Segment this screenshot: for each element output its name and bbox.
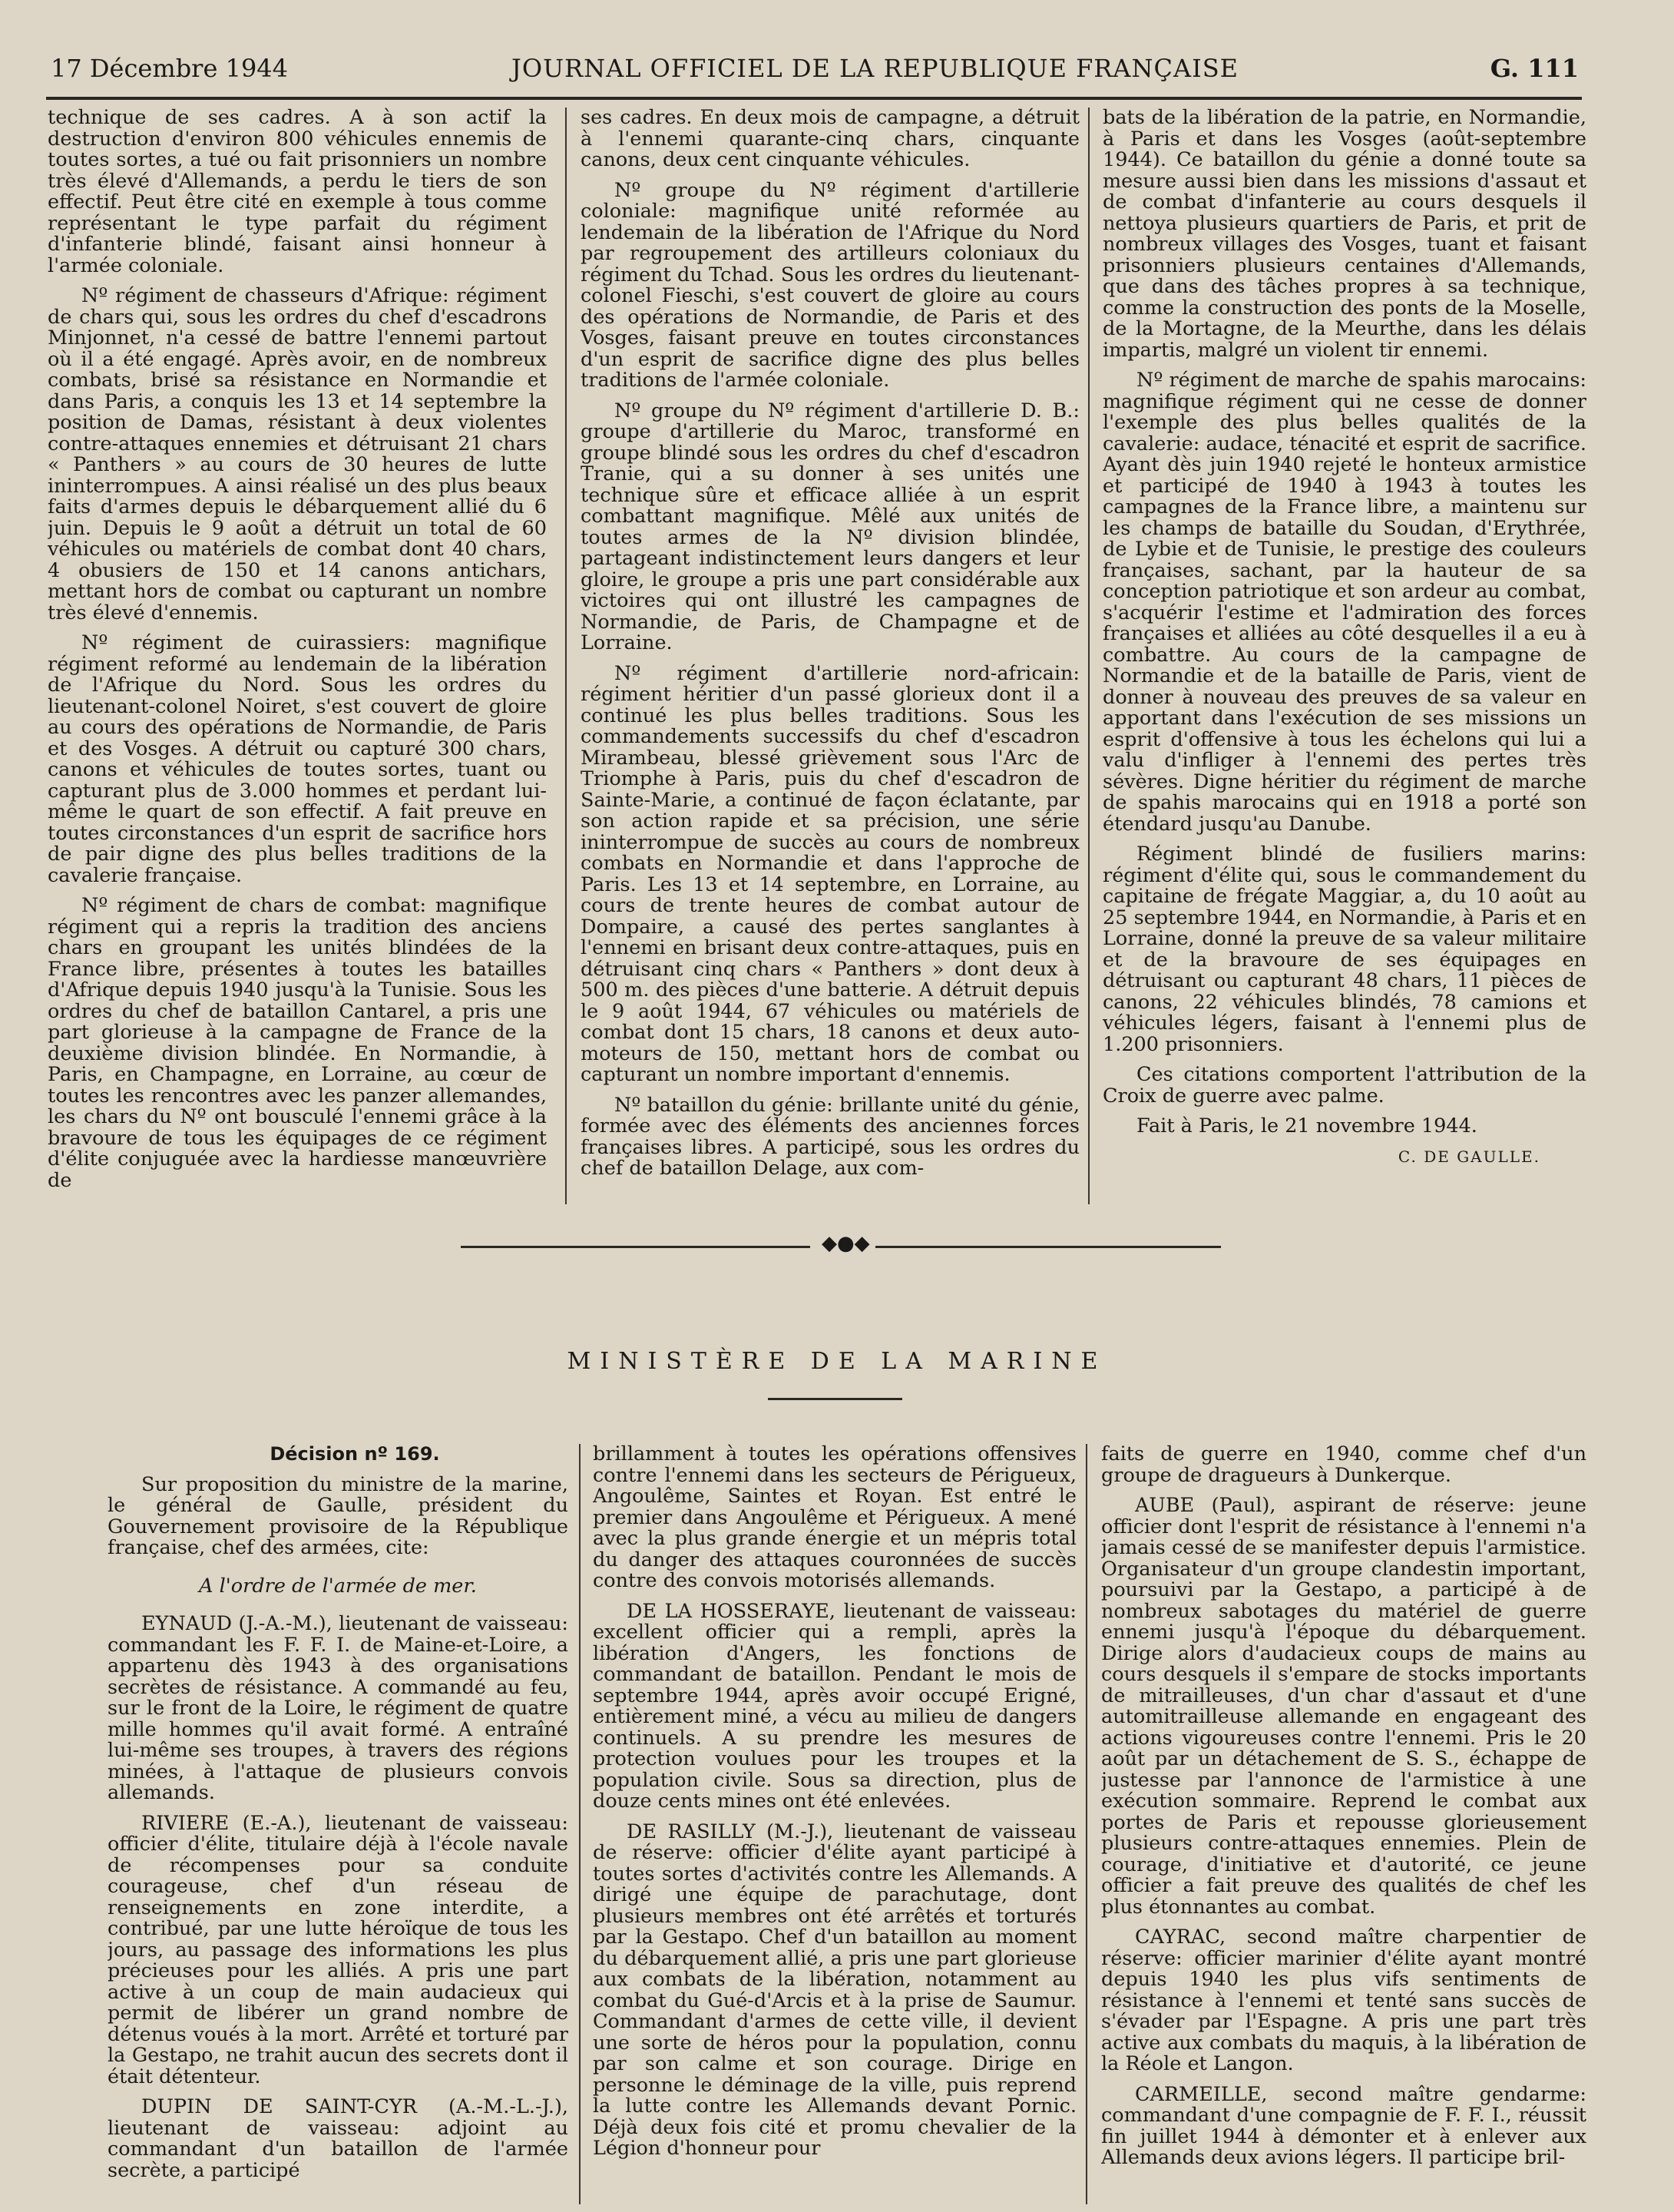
paragraph: brillamment à toutes les opérations offensives contre l'ennemi dans les secteurs de Périgueux, Angoulême, Saintes et Royan. Est entré le premier dans Angoulême et Périgueux. A mené avec la plus grande énergie et un mépris total du danger des attaques couronnées de succès contre des convois motorisés allemands. xyxy=(593,1444,1077,1592)
decision-title: Décision nº 169. xyxy=(270,1444,440,1465)
page-number: G. 111 xyxy=(1490,54,1579,83)
paragraph: Nº bataillon du génie: brillante unité du génie, formée avec des éléments des anciennes forces françaises libres. A participé, sous les ordres du chef de bataillon Delage, aux com- xyxy=(581,1093,1080,1180)
paragraph: Nº régiment de chars de combat: magnifique régiment qui a repris la tradition des anciens chars en groupant les unités blindées de la France libre, présentes à toutes les batailles d'Afrique depuis 1940 jusqu'à la Tunisie. Sous les ordres du chef de bataillon Cantarel, a pris une part glorieuse à la campagne de France de la deuxième division blindée. En Normandie, à Paris, en Champagne, en Lorraine, au cœur de toutes les rencontres avec les panzer allemandes, les chars du Nº ont bousculé l'ennemi grâce à la bravoure de tous les équipages de ce régiment d'élite conjuguée avec la hardiesse manœuvrière de xyxy=(48,894,547,1192)
bottom-column-1 xyxy=(108,1444,568,2204)
paragraph: Nº régiment de cuirassiers: magnifique régiment reformé au lendemain de la libération de l'Afrique du Nord. Sous les ordres du lieutenant-colonel Noiret, s'est couvert de gloire au cours des opérations de Normandie, de Paris et des Vosges. A détruit ou capturé 300 chars, canons et véhicules de toutes sortes, tuant ou capturant plus de 3.000 hommes et perdant lui-même le quart de son effectif. A fait preuve en toutes circonstances d'un esprit de sacrifice hors de pair digne des plus belles traditions de la cavalerie française. xyxy=(48,631,547,887)
top-column-1 xyxy=(48,108,547,1204)
column-divider xyxy=(579,1444,581,2204)
column-divider xyxy=(565,108,567,1204)
column-divider xyxy=(1088,108,1090,1204)
paragraph: Ces citations comportent l'attribution de la Croix de guerre avec palme. xyxy=(1103,1063,1586,1108)
ordre-heading: A l'ordre de l'armée de mer. xyxy=(199,1574,477,1598)
paragraph: Sur proposition du ministre de la marine, le général de Gaulle, président du Gouvernement provisoire de la République française, chef des armées, cite: xyxy=(108,1472,568,1559)
paragraph: Nº régiment de marche de spahis marocains: magnifique régiment qui ne cesse de donner l'exemple des plus belles qualités de la cavalerie: audace, ténacité et esprit de sacrifice. Ayant dès juin 1940 rejeté le honteux armistice et participé de 1940 à 1943 à toutes les campagnes de la France libre, a maintenu sur les champs de bataille du Soudan, d'Erythrée, de Lybie et de Tunisie, le prestige des couleurs françaises, sachant, par la hauteur de sa conception patriotique et son ardeur au combat, s'acquérir l'estime et l'admiration des forces françaises et alliées au côté desquelles il a eu à combattre. Au cours de la campagne de Normandie et de la bataille de Paris, vient de donner à nouveau des preuves de sa valeur en apportant dans l'exécution de ses missions un esprit d'offensive à tous les échelons qui lui a valu d'infliger à l'ennemi des pertes très sévères. Digne héritier du régiment de marche de spahis marocains qui en 1918 a porté son étendard jusqu'au Danube. xyxy=(1103,369,1586,836)
paragraph: Nº groupe du Nº régiment d'artillerie D. B.: groupe d'artillerie du Maroc, transformé en groupe blindé sous les ordres du chef d'escadron Tranie, qui a su donner à ses unités une technique sûre et efficace alliée à un esprit combattant magnifique. Mêlé aux unités de toutes armes de la Nº division blindée, partageant indistinctement leurs dangers et leur gloire, le groupe a pris une part considérable aux victoires qui ont illustré les campagnes de Normandie, de Paris, de Champagne et de Lorraine. xyxy=(581,399,1080,654)
ministere-heading: MINISTÈRE DE LA MARINE xyxy=(567,1348,1107,1375)
paragraph: AUBE (Paul), aspirant de réserve: jeune officier dont l'esprit de résistance à l'ennemi n'a jamais cessé de se manifester depuis l'armistice. Organisateur d'un groupe clandestin important, poursuivi par la Gestapo, a participé à de nombreux sabotages du matériel de guerre ennemi jusqu'à l'époque du débarquement. Dirige alors d'audacieux coups de mains au cours desquels il s'empare de stocks importants de mitrailleuses, d'un char d'assaut et d'une automitrailleuse allemande en engageant des actions vigoureuses contre l'ennemi. Pris le 20 août par un détachement de S. S., échappe de justesse par l'annonce de l'armistice à une exécution sommaire. Reprend le combat aux portes de Paris et repousse glorieusement plusieurs contre-attaques ennemies. Plein de courage, d'initiative et d'autorité, ce jeune officier a fait preuve des qualités de chef les plus étonnantes au combat. xyxy=(1101,1494,1586,1919)
page-header xyxy=(51,54,1579,92)
ornament-line xyxy=(461,1246,810,1248)
paragraph: DUPIN DE SAINT-CYR (A.-M.-L.-J.), lieutenant de vaisseau: adjoint au commandant d'un bataillon de l'armée secrète, a participé xyxy=(108,2095,568,2182)
bottom-column-3 xyxy=(1101,1444,1586,2204)
paragraph: Nº régiment de chasseurs d'Afrique: régiment de chars qui, sous les ordres du chef d'escadrons Minjonnet, n'a cessé de battre l'ennemi partout où il a été engagé. Après avoir, en de nombreux combats, brisé sa résistance en Normandie et dans Paris, a conquis les 13 et 14 septembre la position de Damas, résistant à deux violentes contre-attaques ennemies et détruisant 21 chars « Panthers » au cours de 30 heures de lutte ininterrompues. A ainsi réalisé un des plus beaux faits d'armes depuis le débarquement allié du 6 juin. Depuis le 9 août a détruit un total de 60 véhicules ou matériels de combat dont 40 chars, 4 obusiers de 150 et 14 canons antichars, mettant hors de combat ou capturant un nombre très élevé d'ennemis. xyxy=(48,284,547,624)
paragraph: Fait à Paris, le 21 novembre 1944. xyxy=(1136,1114,1477,1137)
paragraph: ses cadres. En deux mois de campagne, a détruit à l'ennemi quarante-cinq chars, cinquante canons, deux cent cinquante véhicules. xyxy=(581,108,1080,171)
ornament-icon: ◆●◆ xyxy=(822,1232,870,1255)
paragraph: faits de guerre en 1940, comme chef d'un groupe de dragueurs à Dunkerque. xyxy=(1101,1444,1586,1487)
paragraph: Régiment blindé de fusiliers marins: régiment d'élite qui, sous le commandement du capitaine de frégate Maggiar, a, du 10 août au 25 septembre 1944, en Normandie, à Paris et en Lorraine, donné la preuve de sa valeur militaire et de la bravoure de ses équipages en détruisant ou capturant 48 chars, 11 pièces de canons, 22 véhicules blindés, 78 camions et véhicules légers, faisant à l'ennemi plus de 1.200 prisonniers. xyxy=(1103,843,1586,1056)
paragraph: DE RASILLY (M.-J.), lieutenant de vaisseau de réserve: officier d'élite ayant participé à toutes sortes d'activités contre les Allemands. A dirigé une équipe de parachutage, dont plusieurs membres ont été arrêtés et torturés par la Gestapo. Chef d'un bataillon au moment du débarquement allié, a pris une part glorieuse aux combats de la libération, notamment au combat du Gué-d'Arcis et à la prise de Saumur. Commandant d'armes de cette ville, il devient une sorte de héros pour la population, connu par son calme et son courage. Dirige en personne le déminage de la ville, puis reprend la lutte contre les Allemands devant Pornic. Déjà deux fois cité et promu chevalier de la Légion d'honneur pour xyxy=(593,1820,1077,2160)
paragraph: RIVIERE (E.-A.), lieutenant de vaisseau: officier d'élite, titulaire déjà à l'école navale de récompenses pour sa conduite courageuse, chef d'un réseau de renseignements en zone interdite, a contribué, par une lutte héroïque de tous les jours, au passage des informations les plus précieuses pour les alliés. A pris une part active à un coup de main audacieux qui permit de libérer un grand nombre de détenus voués à la mort. Arrêté et torturé par la Gestapo, ne trahit aucun des secrets dont il était détenteur. xyxy=(108,1811,568,2088)
heading-rule xyxy=(768,1398,902,1400)
ornament-separator xyxy=(461,1232,1221,1255)
top-column-2 xyxy=(581,108,1080,1204)
paragraph: bats de la libération de la patrie, en Normandie, à Paris et dans les Vosges (août-septembre 1944). Ce bataillon du génie a donné toute sa mesure aussi bien dans les missions d'assaut et de combat d'infanterie au cours desquels il nettoya plusieurs quartiers de Paris, et prit de nombreux villages des Vosges, tuant et faisant prisonniers plusieurs centaines d'Allemands, que dans des tâches propres à sa technique, comme la construction des ponts de la Moselle, de la Mortagne, de la Meurthe, dans les délais impartis, malgré un violent tir ennemi. xyxy=(1103,108,1586,362)
bottom-column-2 xyxy=(593,1444,1077,2204)
signature: C. DE GAULLE. xyxy=(1398,1147,1540,1166)
column-divider xyxy=(1086,1444,1087,2204)
paragraph: technique de ses cadres. A à son actif la destruction d'environ 800 véhicules ennemis de toutes sortes, a tué ou fait prisonniers un nombre très élevé d'Allemands, a perdu le tiers de son effectif. Peut être cité en exemple à tous comme représentant le type parfait du régiment d'infanterie blindé, faisant ainsi honneur à l'armée coloniale. xyxy=(48,108,547,277)
paragraph: EYNAUD (J.-A.-M.), lieutenant de vaisseau: commandant les F. F. I. de Maine-et-Loire, a appartenu dès 1943 à des organisations secrètes de résistance. A commandé au feu, sur le front de la Loire, le régiment de quatre mille hommes qu'il avait formé. A entraîné lui-même ses troupes, à travers des régions minées, à l'attaque de plusieurs convois allemands. xyxy=(108,1612,568,1804)
paragraph: CARMEILLE, second maître gendarme: commandant d'une compagnie de F. F. I., réussit fin juillet 1944 à démonter et à enlever aux Allemands deux avions légers. Il participe bril- xyxy=(1101,2082,1586,2169)
paragraph: CAYRAC, second maître charpentier de réserve: officier marinier d'élite ayant montré depuis 1940 les plus vifs sentiments de résistance à l'ennemi et tenté sans succès de s'évader par l'Espagne. A pris une part très active aux combats du maquis, à la libération de la Réole et Langon. xyxy=(1101,1926,1586,2075)
top-column-3 xyxy=(1103,108,1586,1204)
ornament-line xyxy=(875,1246,1221,1248)
paragraph: Nº groupe du Nº régiment d'artillerie coloniale: magnifique unité reformée au lendemain de la libération de l'Afrique du Nord par regroupement des artilleurs coloniaux du régiment du Tchad. Sous les ordres du lieutenant-colonel Fieschi, s'est couvert de gloire au cours des opérations de Normandie, de Paris et des Vosges, faisant preuve en toutes circonstances d'un esprit de sacrifice digne des plus belles traditions de l'armée coloniale. xyxy=(581,178,1080,392)
paragraph: DE LA HOSSERAYE, lieutenant de vaisseau: excellent officier qui a rempli, après la libération d'Angers, les fonctions de commandant de bataillon. Pendant le mois de septembre 1944, après avoir occupé Erigné, entièrement miné, a vécu au milieu de dangers continuels. A su prendre les mesures de protection voulues pour les troupes et la population civile. Sous sa direction, plus de douze cents mines ont été enlevées. xyxy=(593,1599,1077,1813)
paragraph: Nº régiment d'artillerie nord-africain: régiment héritier d'un passé glorieux dont il a continué les plus belles traditions. Sous les commandements successifs du chef d'escadron Mirambeau, blessé grièvement sous l'Arc de Triomphe à Paris, puis du chef d'escadron de Sainte-Marie, a continué de façon éclatante, par son action rapide et sa précision, une série ininterrompue de succès au cours de nombreux combats en Normandie et dans l'approche de Paris. Les 13 et 14 septembre, en Lorraine, au cours de trente heures de combat autour de Dompaire, a causé des pertes sanglantes à l'ennemi en brisant deux contre-attaques, puis en détruisant cinq chars « Panthers » dont deux à 500 m. des pièces d'une batterie. A détruit depuis le 9 août 1944, 67 véhicules ou matériels de combat dont 15 chars, 18 canons et deux auto-moteurs de 150, mettant hors de combat ou capturant un nombre important d'ennemis. xyxy=(581,661,1080,1086)
journal-title: JOURNAL OFFICIEL DE LA REPUBLIQUE FRANÇAISE xyxy=(511,54,1239,83)
header-date: 17 Décembre 1944 xyxy=(51,54,289,83)
header-rule xyxy=(46,97,1582,100)
